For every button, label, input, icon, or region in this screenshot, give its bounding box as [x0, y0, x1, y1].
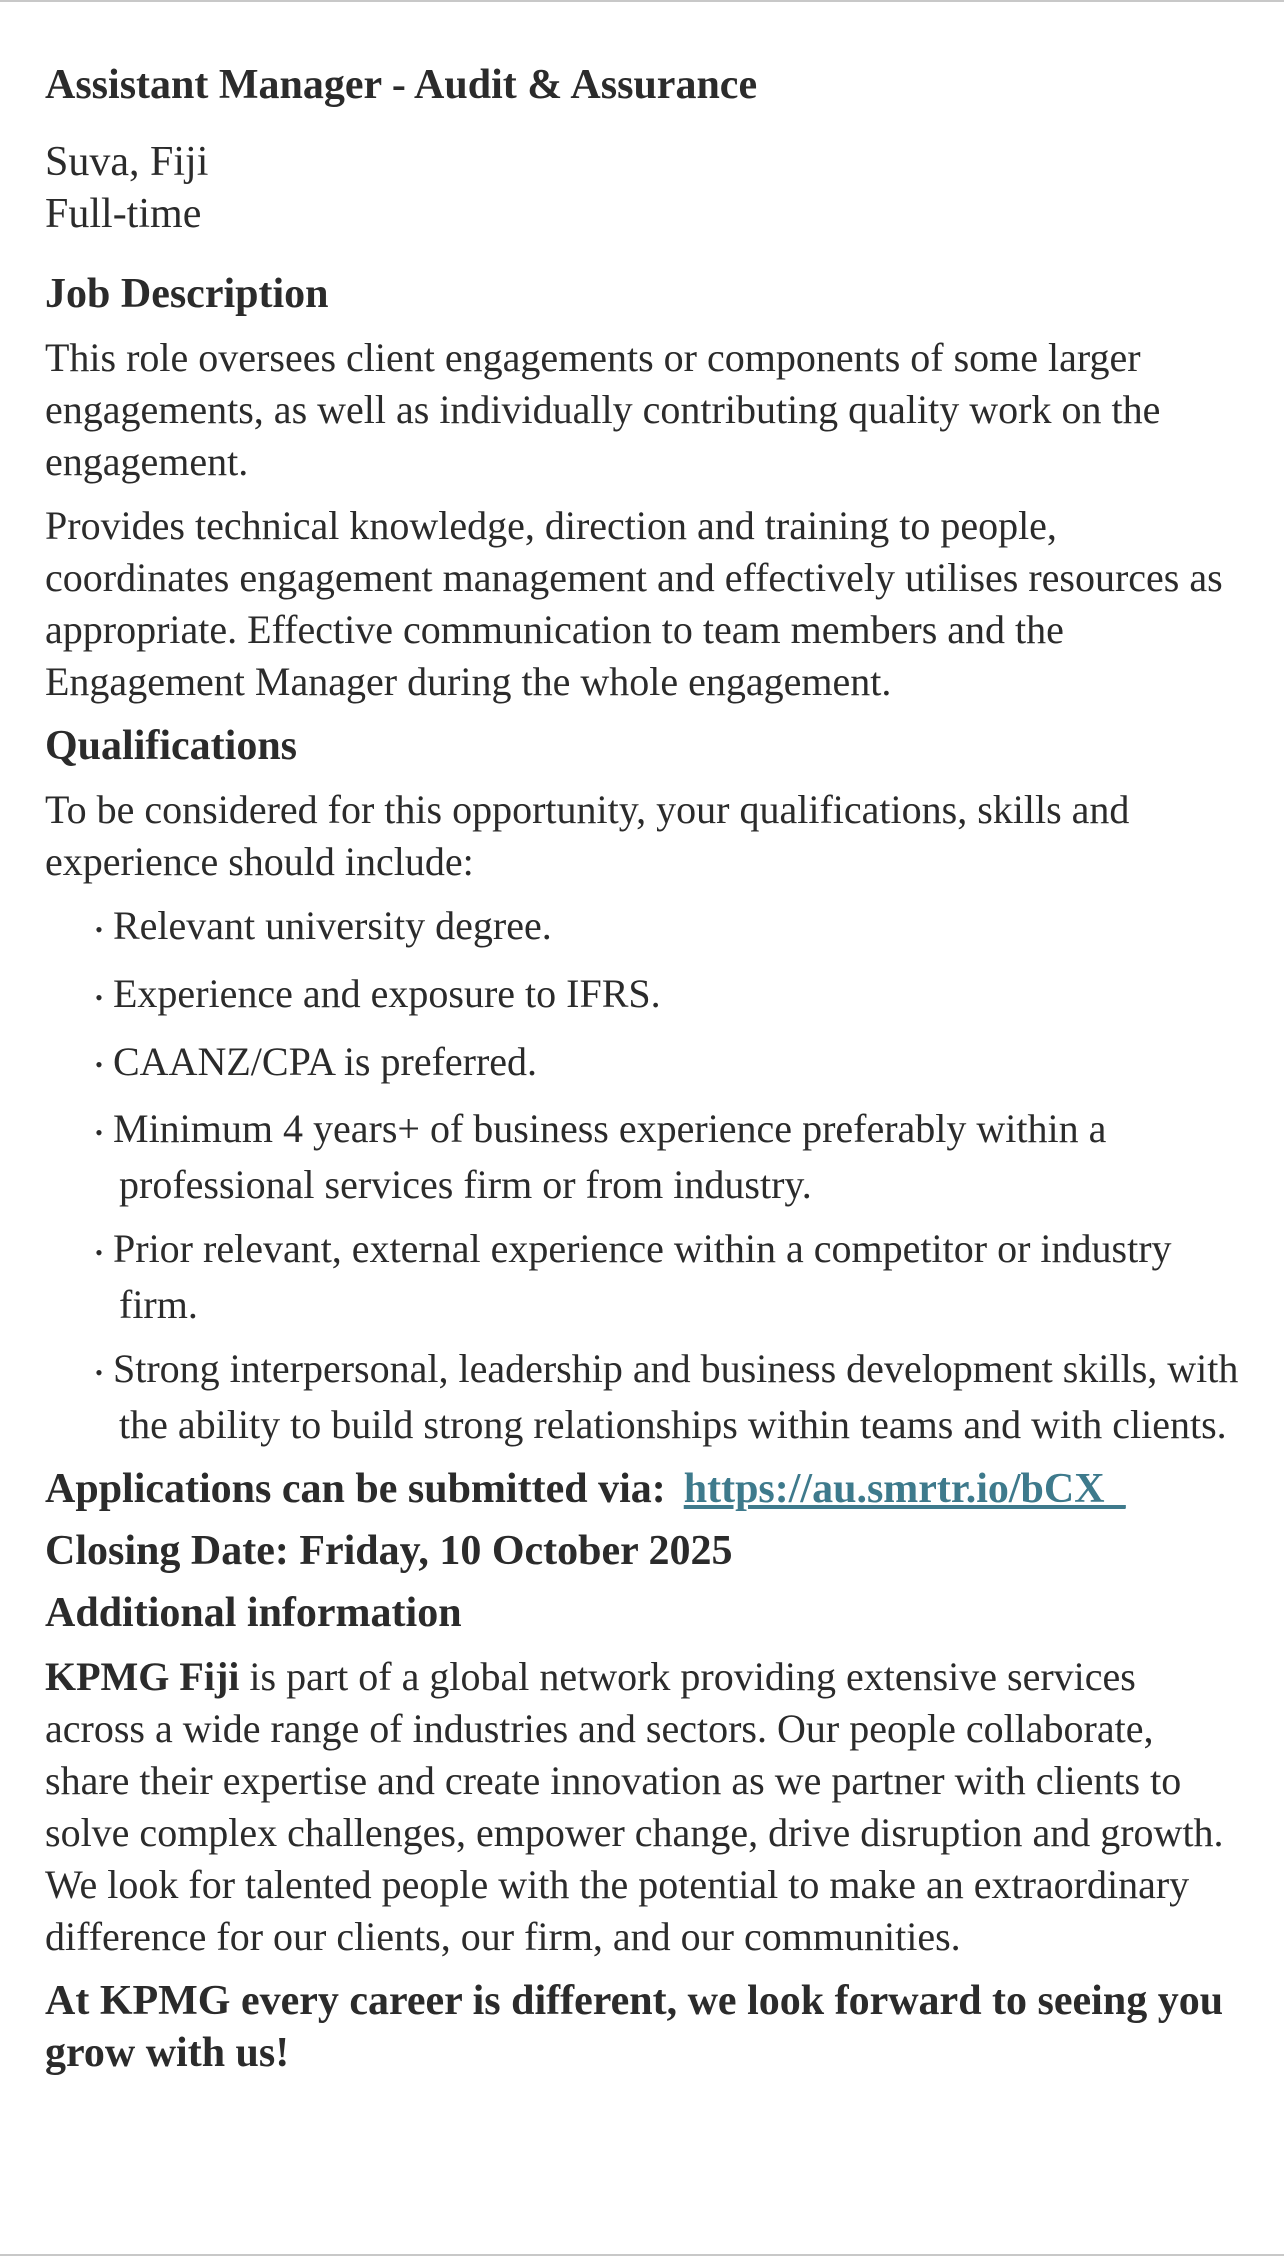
description-paragraph: Provides technical knowledge, direction and training to people, coordinates engagement management and effectively utilises resources as appropriate. Effective communication to team members and the Engagement Manager during the whole engagement. — [45, 503, 1223, 704]
job-title: Assistant Manager - Audit & Assurance — [45, 62, 758, 108]
list-item — [89, 1036, 1245, 1092]
list-item — [89, 900, 1245, 956]
job-description-heading: Job Description — [45, 271, 329, 317]
closing-statement: At KPMG every career is different, we look forward to seeing you grow with us! — [45, 1977, 1224, 2076]
qualification-text: Experience and exposure to IFRS. — [113, 970, 661, 1016]
closing-date: Closing Date: Friday, 10 October 2025 — [45, 1527, 733, 1574]
job-posting — [45, 56, 1245, 2079]
job-employment-type: Full-time — [45, 191, 202, 237]
list-item — [89, 1223, 1245, 1331]
list-item — [89, 1343, 1245, 1451]
additional-information-paragraph — [45, 1651, 1245, 1963]
bullet-icon: • — [95, 1120, 103, 1146]
job-location: Suva, Fiji — [45, 139, 209, 185]
bullet-icon: • — [95, 1359, 103, 1385]
additional-information-body: is part of a global network providing extensive services across a wide range of industries and sectors. Our people collaborate, share their expertise and create innovation as we partner with clients to solve complex challenges, empower change, drive disruption and growth. We look for talented people with the potential to make an extraordinary difference for our clients, our firm, and our communities. — [45, 1653, 1224, 1959]
bullet-icon: • — [95, 1052, 103, 1078]
description-paragraph: This role oversees client engagements or components of some larger engagements, as well as individually contributing quality work on the engagement. — [45, 335, 1161, 484]
qualifications-intro: To be considered for this opportunity, your qualifications, skills and experience should include: — [45, 787, 1130, 884]
application-line — [45, 1463, 1245, 1515]
qualification-text: CAANZ/CPA is preferred. — [113, 1038, 538, 1084]
bullet-icon: • — [95, 1240, 103, 1266]
job-meta — [45, 136, 1245, 240]
application-link[interactable]: https://au.smrtr.io/bCX_ — [683, 1465, 1126, 1512]
list-item — [89, 1103, 1245, 1211]
qualifications-heading: Qualifications — [45, 723, 298, 769]
qualification-text: Minimum 4 years+ of business experience preferably within a professional services firm or from industry. — [113, 1106, 1107, 1208]
company-name: KPMG Fiji — [45, 1653, 240, 1699]
qualifications-list — [45, 900, 1245, 1451]
top-divider — [0, 0, 1284, 2]
qualification-text: Strong interpersonal, leadership and business development skills, with the ability to build strong relationships within teams and with clients. — [113, 1346, 1239, 1447]
bullet-icon: • — [95, 984, 103, 1010]
application-label: Applications can be submitted via: — [45, 1465, 666, 1512]
qualification-text: Prior relevant, external experience within a competitor or industry firm. — [113, 1226, 1172, 1328]
additional-information-heading: Additional information — [45, 1589, 462, 1636]
list-item — [89, 968, 1245, 1024]
qualification-text: Relevant university degree. — [113, 903, 552, 948]
bullet-icon: • — [95, 916, 103, 942]
